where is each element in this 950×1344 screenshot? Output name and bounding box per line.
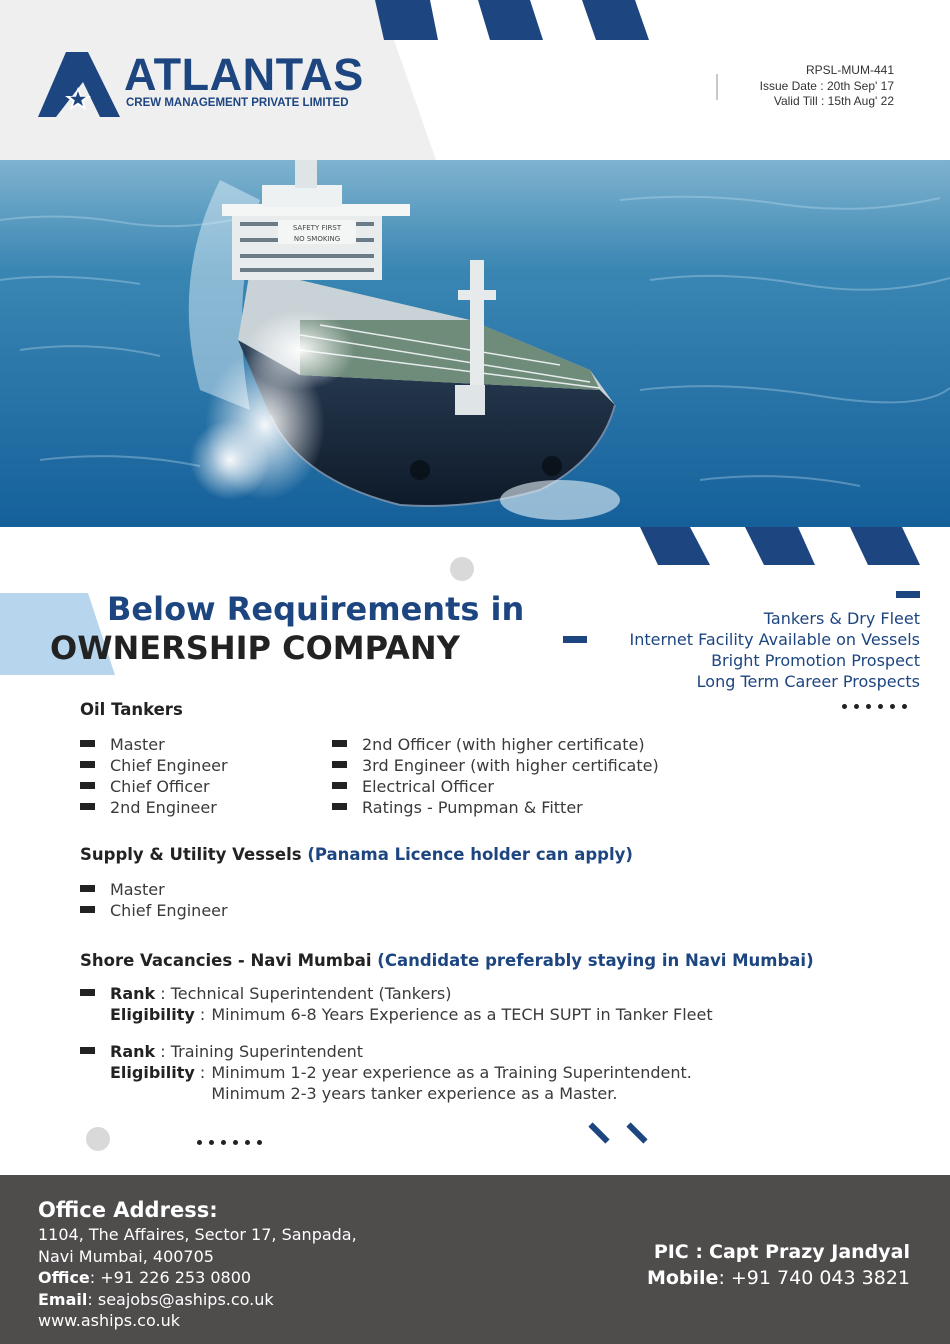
feature-item: Long Term Career Prospects [696,672,920,691]
list-item: Master [80,879,920,900]
eligibility-label: Eligibility [110,1005,195,1024]
decor-dots-bottom [197,1140,262,1145]
mobile-number[interactable]: +91 740 043 3821 [730,1267,910,1289]
atlantas-logo-icon [38,52,120,118]
office-title: Office Address: [38,1198,218,1222]
supply-heading-text: Supply & Utility Vessels [80,845,302,864]
oil-tankers-lists [80,734,920,818]
license-number: RPSL-MUM-441 [805,63,894,77]
decor-circle-top [450,557,474,581]
pic-name: Capt Prazy Jandyal [709,1241,910,1263]
eligibility-line: Eligibility : Minimum 1-2 year experience as a Training Superintendent. Minimum 2-3 years tanker experience as a Master. [110,1063,692,1103]
header-stripes [370,0,660,40]
oil-tanker-ship-image [0,160,950,527]
oil-tankers-col-2 [332,734,659,818]
ship-sign-nosmoking: NO SMOKING [293,235,341,243]
hero-stripes [640,527,930,567]
features-list [630,608,920,692]
list-item: Chief Engineer [80,900,920,921]
office-phone-line: Office: +91 226 253 0800 [38,1268,252,1287]
address-line-1: 1104, The Affaires, Sector 17, Sanpada, [38,1225,357,1244]
feature-item: Tankers & Dry Fleet [763,609,920,628]
list-item: Chief Engineer [80,755,332,776]
contact-person [647,1239,910,1291]
pic-line [647,1239,910,1265]
list-item: Master [80,734,332,755]
email-label: Email [38,1289,88,1309]
hero-image [0,160,950,527]
list-item: Ratings - Pumpman & Fitter [332,797,659,818]
bullet [80,1047,95,1054]
title-line-2: OWNERSHIP COMPANY [50,629,460,667]
eligibility-value: Minimum 2-3 years tanker experience as a Master. [211,1084,618,1103]
title-line-1: Below Requirements in [107,590,525,628]
feature-item: Internet Facility Available on Vessels [629,630,920,649]
decor-circle-bottom [86,1127,110,1151]
issue-date: Issue Date : 20th Sep' 17 [759,78,894,93]
rank-value: Technical Superintendent (Tankers) [170,984,452,1003]
email-link[interactable]: seajobs@aships.co.uk [97,1289,274,1309]
header [0,0,950,160]
list-item: Chief Officer [80,776,332,797]
valid-till: Valid Till : 15th Aug' 22 [773,94,894,108]
pic-label: PIC : [653,1241,703,1263]
eligibility-value: Minimum 6-8 Years Experience as a TECH SUPT in Tanker Fleet [211,1005,713,1024]
supply-note: (Panama Licence holder can apply) [307,845,633,864]
footer [0,1175,950,1344]
rank-value: Training Superintendent [170,1042,364,1061]
office-phone[interactable]: +91 226 253 0800 [100,1268,252,1287]
eligibility-values [211,1004,712,1025]
supply-heading [80,845,920,864]
decor-slash [626,1122,647,1143]
license-info [760,63,894,110]
eligibility-value: Minimum 1-2 year experience as a Training Superintendent. [211,1063,692,1082]
features-dash-mid [563,636,587,643]
list-item: 2nd Engineer [80,797,332,818]
features-dash-top [896,591,920,598]
list-item: 3rd Engineer (with higher certificate) [332,755,659,776]
mobile-label: Mobile [646,1267,719,1289]
mobile-line: Mobile: +91 740 043 3821 [646,1267,910,1289]
office-address [38,1197,357,1332]
website-link[interactable]: www.aships.co.uk [38,1311,180,1330]
shore-note: (Candidate preferably staying in Navi Mumbai) [377,951,814,970]
rank-label: Rank [110,1042,156,1061]
ship-sign-safety: SAFETY FIRST [292,224,342,232]
brand-name: ATLANTAS [124,49,364,100]
feature-item: Bright Promotion Prospect [711,651,920,670]
rank-line: Rank : Training Superintendent [110,1042,364,1061]
shore-heading [80,951,920,970]
email-line: Email: seajobs@aships.co.uk [38,1289,274,1309]
shore-position [80,1041,920,1104]
brand-subtitle: CREW MANAGEMENT PRIVATE LIMITED [126,97,349,109]
bullet [80,989,95,996]
meta-divider [716,74,718,100]
eligibility-label: Eligibility [110,1063,195,1082]
list-item: 2nd Officer (with higher certificate) [332,734,659,755]
shore-heading-text: Shore Vacancies - Navi Mumbai [80,951,372,970]
eligibility-values [211,1062,692,1104]
rank-label: Rank [110,984,156,1003]
list-item: Electrical Officer [332,776,659,797]
shore-position [80,983,920,1025]
oil-tankers-col-1 [80,734,332,818]
supply-list [80,879,920,921]
rank-line: Rank : Technical Superintendent (Tankers) [110,984,452,1003]
decor-slash [588,1122,609,1143]
oil-tankers-heading: Oil Tankers [80,700,183,719]
vacancies [80,700,920,1104]
company-logo [38,49,364,122]
office-phone-label: Office [38,1268,90,1287]
eligibility-line: Eligibility : Minimum 6-8 Years Experience as a TECH SUPT in Tanker Fleet [110,1005,713,1024]
address-line-2: Navi Mumbai, 400705 [38,1246,214,1266]
